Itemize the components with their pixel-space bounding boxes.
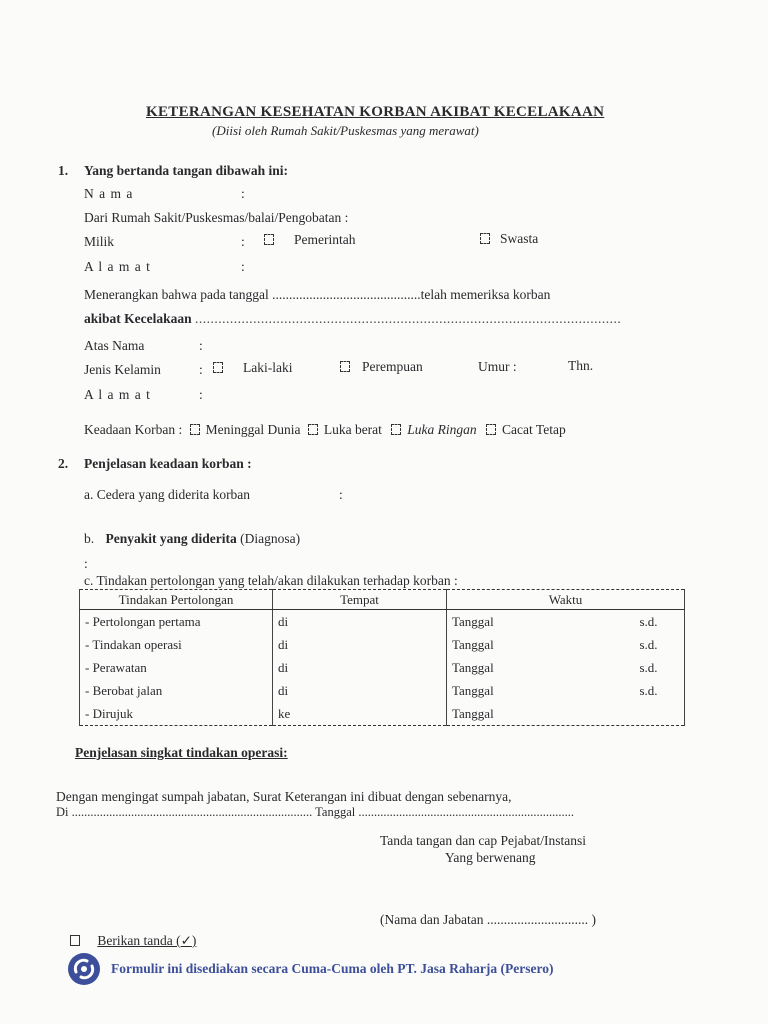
penyakit-label: Penyakit yang diderita xyxy=(105,531,237,546)
table-row: - Dirujuk ke Tanggal xyxy=(80,702,685,726)
nama-colon: : xyxy=(241,186,245,201)
atas-nama-label: Atas Nama xyxy=(84,338,145,353)
jasa-raharja-logo-icon xyxy=(67,952,101,986)
luka-ringan-checkbox[interactable] xyxy=(391,424,401,435)
penyakit-colon: : xyxy=(84,556,88,571)
keadaan-korban-label: Keadaan Korban : xyxy=(84,422,183,437)
section-2-heading: Penjelasan keadaan korban : xyxy=(84,456,252,471)
berwenang-label: Yang berwenang xyxy=(445,850,536,865)
perempuan-option[interactable] xyxy=(340,359,423,375)
legend-checkbox xyxy=(70,935,80,946)
tindakan-label: c. Tindakan pertolongan yang telah/akan dilakukan terhadap korban : xyxy=(84,573,458,588)
laki-label: Laki-laki xyxy=(243,360,293,375)
section-1-number: 1. xyxy=(58,163,69,178)
swasta-option[interactable] xyxy=(480,231,538,247)
pemerintah-label: Pemerintah xyxy=(294,232,356,247)
keadaan-option-luka-berat[interactable]: Luka berat xyxy=(308,422,382,437)
alamat-colon: : xyxy=(241,259,245,274)
akibat-label: akibat Kecelakaan xyxy=(84,311,192,326)
laki-checkbox[interactable] xyxy=(213,362,223,373)
jenis-kelamin-colon: : xyxy=(199,362,203,377)
cedera-colon: : xyxy=(339,487,343,502)
atas-nama-colon: : xyxy=(199,338,203,353)
col-header-tindakan: Tindakan Pertolongan xyxy=(80,590,273,610)
penyakit-prefix: b. xyxy=(84,531,95,546)
nama-jabatan-line: (Nama dan Jabatan .............................. ) xyxy=(380,912,596,927)
berikan-label: Berikan tanda ( xyxy=(97,933,181,948)
penyakit-row xyxy=(84,531,300,547)
col-header-tempat: Tempat xyxy=(273,590,447,610)
pemerintah-checkbox[interactable] xyxy=(264,234,274,245)
cedera-label: a. Cedera yang diderita korban xyxy=(84,487,251,502)
pemerintah-option[interactable] xyxy=(264,232,355,248)
footer-note: Formulir ini disediakan secara Cuma-Cuma oleh PT. Jasa Raharja (Persero) xyxy=(111,961,554,976)
perempuan-label: Perempuan xyxy=(362,359,423,374)
di-tanggal-line: Di ............................................................................. Tanggal ..................................................................... xyxy=(56,805,574,819)
keadaan-option-luka-ringan[interactable]: Luka Ringan xyxy=(391,422,476,437)
jenis-kelamin-label: Jenis Kelamin xyxy=(84,362,161,377)
umur-label: Umur : xyxy=(478,359,517,374)
alamat-korban-colon: : xyxy=(199,387,203,402)
alamat-korban-label: A l a m a t xyxy=(84,387,151,402)
operasi-heading: Penjelasan singkat tindakan operasi: xyxy=(75,745,288,760)
swasta-label: Swasta xyxy=(500,231,539,246)
keadaan-korban-row xyxy=(84,422,566,438)
menerangkan-line: Menerangkan bahwa pada tanggal ............................................telah memeriksa korban xyxy=(84,287,551,302)
section-1-heading: Yang bertanda tangan dibawah ini: xyxy=(84,163,289,178)
dari-label: Dari Rumah Sakit/Puskesmas/balai/Pengobatan : xyxy=(84,210,349,225)
form-subtitle: (Diisi oleh Rumah Sakit/Puskesmas yang merawat) xyxy=(212,123,479,138)
laki-option[interactable] xyxy=(213,360,292,376)
alamat-label: A l a m a t xyxy=(84,259,151,274)
luka-berat-checkbox[interactable] xyxy=(308,424,318,435)
swasta-checkbox[interactable] xyxy=(480,233,490,244)
berikan-tanda-row: Berikan tanda (✓) xyxy=(70,933,196,949)
penyakit-diagnosa: (Diagnosa) xyxy=(240,531,301,546)
tindakan-table xyxy=(79,589,685,726)
form-title: KETERANGAN KESEHATAN KORBAN AKIBAT KECELAKAAN xyxy=(146,104,605,120)
akibat-dots: .............................................................................................................. xyxy=(195,311,622,326)
table-row: - Berobat jalan di Tanggal s.d. xyxy=(80,679,685,702)
cacat-tetap-checkbox[interactable] xyxy=(486,424,496,435)
table-row: - Pertolongan pertama di Tanggal s.d. xyxy=(80,610,685,634)
thn-label: Thn. xyxy=(568,358,594,373)
tanda-tangan-label: Tanda tangan dan cap Pejabat/Instansi xyxy=(380,833,586,848)
table-row: - Tindakan operasi di Tanggal s.d. xyxy=(80,633,685,656)
milik-colon: : xyxy=(241,234,245,249)
keadaan-option-meninggal[interactable]: Meninggal Dunia xyxy=(190,422,301,437)
milik-label: Milik xyxy=(84,234,115,249)
keadaan-option-cacat-tetap[interactable]: Cacat Tetap xyxy=(486,422,566,437)
section-2-number: 2. xyxy=(58,456,69,471)
perempuan-checkbox[interactable] xyxy=(340,361,350,372)
check-mark-icon: ✓ xyxy=(180,933,192,949)
col-header-waktu: Waktu xyxy=(447,590,685,610)
nama-label: N a m a xyxy=(84,186,134,201)
table-row: - Perawatan di Tanggal s.d. xyxy=(80,656,685,679)
sumpah-line: Dengan mengingat sumpah jabatan, Surat Keterangan ini dibuat dengan sebenarnya, xyxy=(56,789,512,804)
meninggal-checkbox[interactable] xyxy=(190,424,200,435)
